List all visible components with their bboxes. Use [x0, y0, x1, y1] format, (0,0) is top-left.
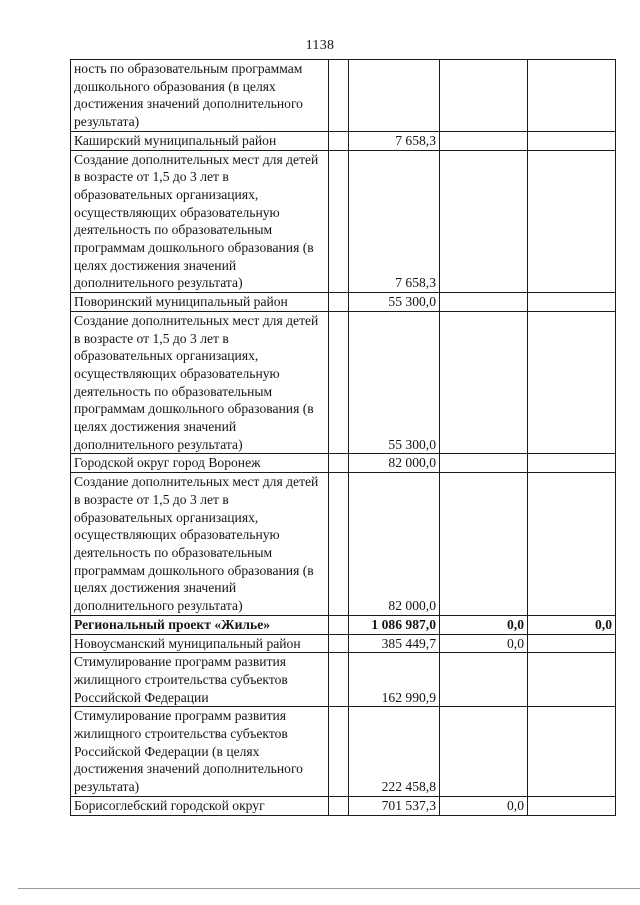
amount-cell-3 [528, 60, 616, 132]
amount-cell-3 [528, 473, 616, 616]
row-name-cell: Новоусманский муниципальный район [71, 634, 329, 653]
spacer-cell [329, 454, 349, 473]
row-name-cell: Борисоглебский городской округ [71, 796, 329, 815]
spacer-cell [329, 796, 349, 815]
amount-cell-2 [440, 293, 528, 312]
table-row [71, 150, 616, 293]
amount-cell-1: 1 086 987,0 [349, 615, 440, 634]
table-row [71, 653, 616, 707]
amount-cell-1: 222 458,8 [349, 707, 440, 797]
amount-cell-3 [528, 707, 616, 797]
amount-cell-2: 0,0 [440, 634, 528, 653]
amount-cell-2 [440, 150, 528, 293]
spacer-cell [329, 707, 349, 797]
amount-cell-1: 82 000,0 [349, 454, 440, 473]
table-row [71, 634, 616, 653]
row-name-cell: Региональный проект «Жилье» [71, 615, 329, 634]
budget-table-body [71, 60, 616, 816]
amount-cell-1 [349, 60, 440, 132]
table-row [71, 131, 616, 150]
amount-cell-1: 7 658,3 [349, 150, 440, 293]
spacer-cell [329, 311, 349, 454]
amount-cell-2: 0,0 [440, 796, 528, 815]
amount-cell-2 [440, 653, 528, 707]
amount-cell-1: 82 000,0 [349, 473, 440, 616]
table-row [71, 293, 616, 312]
amount-cell-1: 385 449,7 [349, 634, 440, 653]
amount-cell-2 [440, 311, 528, 454]
spacer-cell [329, 60, 349, 132]
amount-cell-1: 55 300,0 [349, 293, 440, 312]
row-name-cell: Создание дополнительных мест для детей в возрасте от 1,5 до 3 лет в образовательных организациях, осуществляющих образовательную деятельность по образовательным программам дошкольного образования (в целях достижения значений дополнительного результата) [71, 150, 329, 293]
row-name-cell: ность по образовательным программам дошкольного образования (в целях достижения значений дополнительного результата) [71, 60, 329, 132]
table-row [71, 454, 616, 473]
amount-cell-1: 162 990,9 [349, 653, 440, 707]
row-name-cell: Создание дополнительных мест для детей в возрасте от 1,5 до 3 лет в образовательных организациях, осуществляющих образовательную деятельность по образовательным программам дошкольного образования (в целях достижения значений дополнительного результата) [71, 311, 329, 454]
table-row [71, 311, 616, 454]
budget-table [70, 59, 616, 816]
spacer-cell [329, 634, 349, 653]
amount-cell-2 [440, 707, 528, 797]
amount-cell-3 [528, 293, 616, 312]
spacer-cell [329, 150, 349, 293]
amount-cell-3 [528, 653, 616, 707]
amount-cell-3 [528, 131, 616, 150]
spacer-cell [329, 293, 349, 312]
amount-cell-1: 701 537,3 [349, 796, 440, 815]
amount-cell-2 [440, 131, 528, 150]
row-name-cell: Стимулирование программ развития жилищного строительства субъектов Российской Федерации [71, 653, 329, 707]
spacer-cell [329, 473, 349, 616]
amount-cell-2 [440, 60, 528, 132]
table-row [71, 473, 616, 616]
amount-cell-3: 0,0 [528, 615, 616, 634]
amount-cell-3 [528, 311, 616, 454]
amount-cell-3 [528, 454, 616, 473]
amount-cell-2 [440, 473, 528, 616]
table-row [71, 60, 616, 132]
amount-cell-2: 0,0 [440, 615, 528, 634]
amount-cell-3 [528, 796, 616, 815]
table-row [71, 707, 616, 797]
table-row [71, 796, 616, 815]
amount-cell-1: 55 300,0 [349, 311, 440, 454]
row-name-cell: Поворинский муниципальный район [71, 293, 329, 312]
spacer-cell [329, 131, 349, 150]
row-name-cell: Стимулирование программ развития жилищного строительства субъектов Российской Федерации (в целях достижения значений дополнительного результата) [71, 707, 329, 797]
amount-cell-3 [528, 150, 616, 293]
table-row-project [71, 615, 616, 634]
amount-cell-3 [528, 634, 616, 653]
row-name-cell: Создание дополнительных мест для детей в возрасте от 1,5 до 3 лет в образовательных организациях, осуществляющих образовательную деятельность по образовательным программам дошкольного образования (в целях достижения значений дополнительного результата) [71, 473, 329, 616]
page-number: 1138 [305, 38, 335, 53]
row-name-cell: Городской округ город Воронеж [71, 454, 329, 473]
bottom-rule [18, 888, 640, 889]
row-name-cell: Каширский муниципальный район [71, 131, 329, 150]
amount-cell-1: 7 658,3 [349, 131, 440, 150]
spacer-cell [329, 615, 349, 634]
spacer-cell [329, 653, 349, 707]
amount-cell-2 [440, 454, 528, 473]
